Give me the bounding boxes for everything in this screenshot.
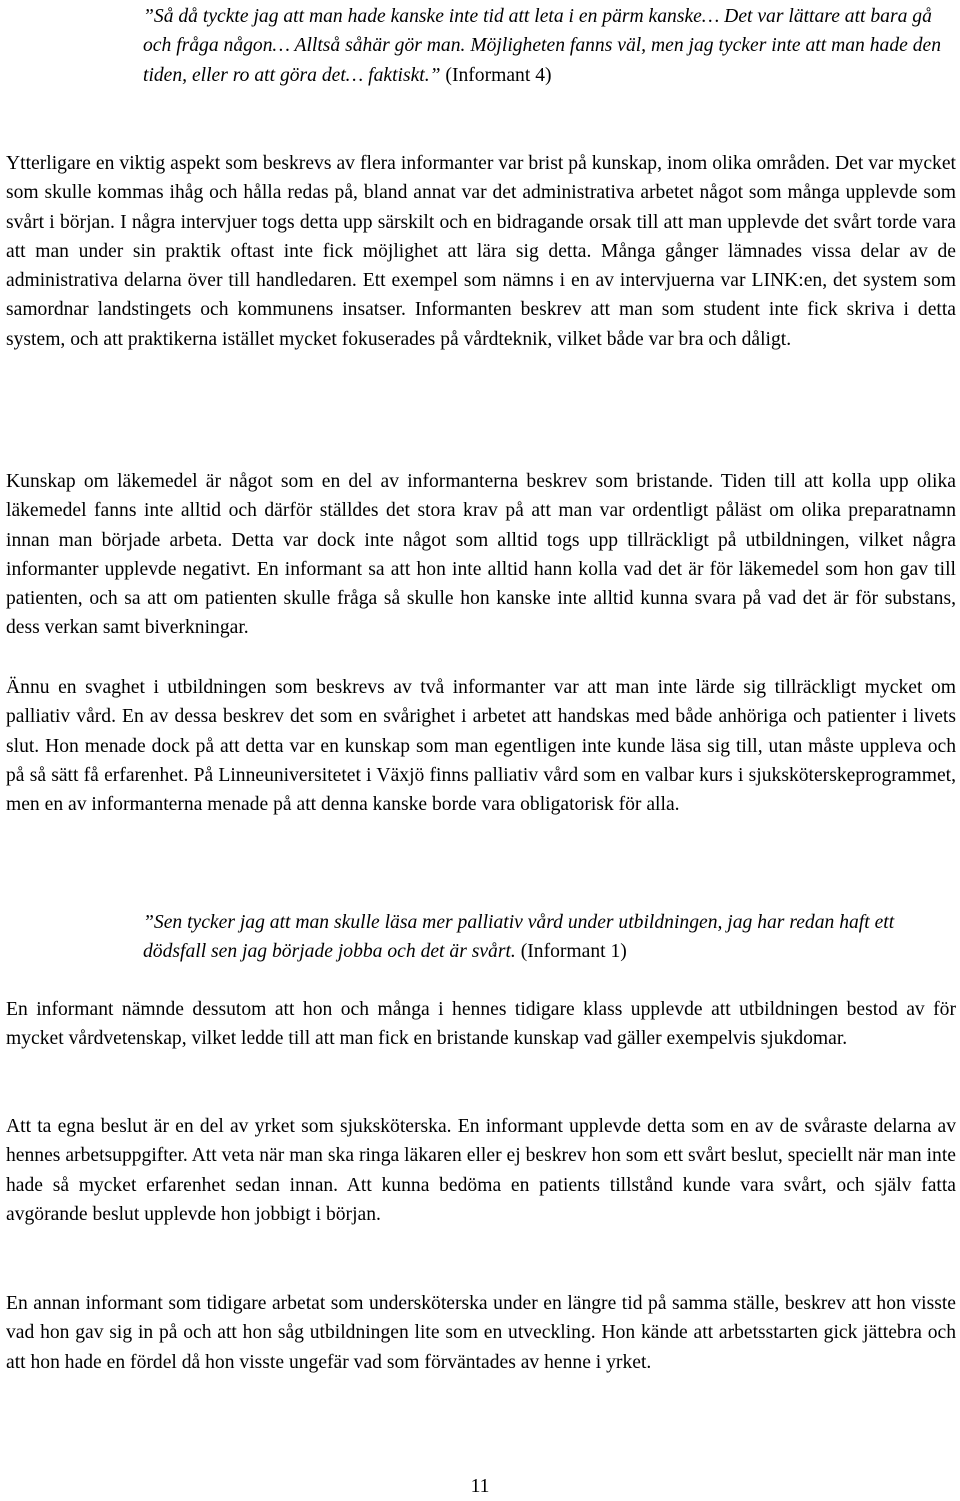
paragraph-underskoterska: En annan informant som tidigare arbetat som undersköterska under en längre tid på samma ställe, beskrev att hon visste vad hon gav sig in på och att hon såg utbildningen lite som en utveckling. Hon kände att arbetsstarten gick jättebra och att hon hade en fördel då hon visste ungefär vad som förväntades av henne i yrket. xyxy=(6,1293,956,1373)
paragraph-vardvetenskap: En informant nämnde dessutom att hon och många i hennes tidigare klass upplevde att utbildningen bestod av för mycket vårdvetenskap, vilket ledde till att man fick en bristande kunskap vad gäller exempelvis sjukdomar. xyxy=(6,999,956,1050)
quote-attribution: (Informant 4) xyxy=(445,64,552,86)
page-number: 11 xyxy=(470,1476,490,1497)
paragraph-kunskapsbrist: Ytterligare en viktig aspekt som beskrevs av flera informanter var brist på kunskap, inom olika områden. Det var mycket som skulle kommas ihåg och hålla redas på, bland annat var det administrativa arbetet något som många upplevde som svårt i början. I några intervjuer togs detta upp särskilt och en bidragande orsak till att man upplevde det svårt torde vara att man under sin praktik oftast inte fick möjlighet att lära sig detta. Många gånger lämnades vissa delar av de administrativa delarna över till handledaren. Ett exempel som nämns i en av intervjuerna var LINK:en, det system som samordnar landstingets och kommunens insatser. Informanten beskrev att man som student inte fick skriva i detta system, och att praktikerna istället mycket fokuserades på vårdteknik, vilket både var bra och dåligt. xyxy=(6,153,956,350)
quote-text: ”Så då tyckte jag att man hade kanske inte tid att leta i en pärm kanske… Det var lättare att bara gå och fråga någon… Alltså såhär gör man. Möjligheten fanns väl, men jag tycker inte att man hade den tiden, eller ro att göra det… faktiskt.” xyxy=(143,6,941,86)
quote-text: ”Sen tycker jag att man skulle läsa mer palliativ vård under utbildningen, jag har redan haft ett dödsfall sen jag började jobba och det är svårt. xyxy=(143,912,895,963)
paragraph-palliativ-vard: Ännu en svaghet i utbildningen som beskrevs av två informanter var att man inte lärde sig tillräckligt mycket om palliativ vård. En av dessa beskrev det som en svårighet i arbetet att handskas med både anhöriga och patienter i livets slut. Hon menade dock på att detta var en kunskap som man egentligen inte kunde läsa sig till, utan måste uppleva och på så sätt få erfarenhet. På Linneuniversitetet i Växjö finns palliativ vård som en valbar kurs i sjuksköterskeprogrammet, men en av informanterna menade på att denna kanske borde vara obligatorisk för alla. xyxy=(6,677,956,816)
paragraph-lakemedel: Kunskap om läkemedel är något som en del av informanterna beskrev som bristande. Tiden till att kolla upp olika läkemedel fanns inte alltid och därför ställdes det stora krav på att man var ordentligt påläst om olika preparatnamn innan man började arbeta. Detta var dock inte något som alltid togs upp tillräckligt på utbildningen, vilket några informanter upplevde negativt. En informant sa att hon inte alltid hann kolla vad det är för läkemedel som hon gav till patienten, och sa att om patienten skulle fråga så skulle hon kanske inte alltid kunna svara på vad det är för substans, dess verkan samt biverkningar. xyxy=(6,471,956,639)
block-quote-informant-1 xyxy=(143,908,955,967)
paragraph-egna-beslut: Att ta egna beslut är en del av yrket som sjuksköterska. En informant upplevde detta som en av de svåraste delarna av hennes arbetsuppgifter. Att veta när man ska ringa läkaren eller ej beskrev hon som ett svårt beslut, speciellt när man inte hade så mycket erfarenhet sedan innan. Att kunna bedöma en patients tillstånd kunde vara svårt, och själv fatta avgörande beslut upplevde hon jobbigt i början. xyxy=(6,1116,956,1225)
block-quote-informant-4 xyxy=(143,2,955,90)
quote-attribution: (Informant 1) xyxy=(520,941,627,963)
